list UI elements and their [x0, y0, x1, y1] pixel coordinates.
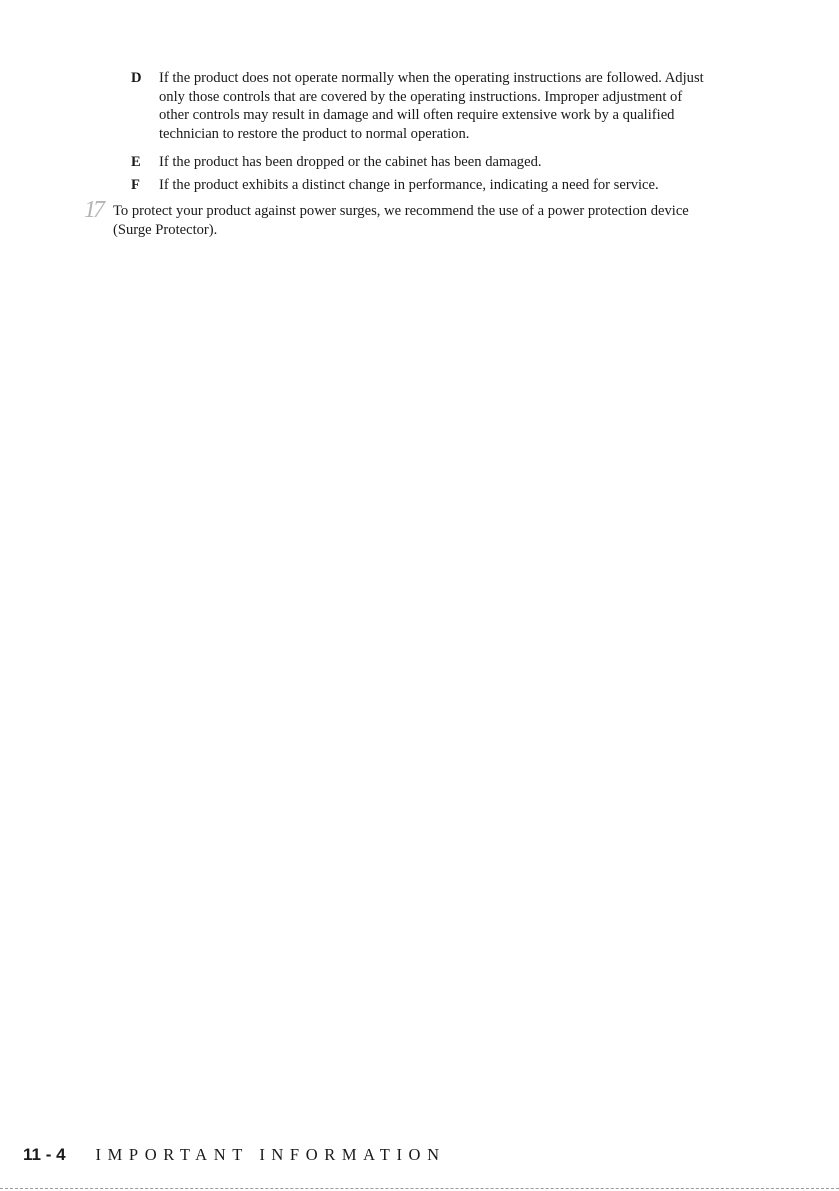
list-item-letter: D — [131, 70, 142, 86]
list-item-letter: F — [131, 177, 140, 193]
item-number: 17 — [84, 197, 102, 223]
section-title: IMPORTANT INFORMATION — [95, 1145, 446, 1164]
page-number: 11 - 4 — [23, 1145, 66, 1164]
list-item-text: If the product exhibits a distinct change in performance, indicating a need for service. — [159, 177, 659, 193]
page-footer — [23, 1145, 446, 1169]
page-bottom-divider — [0, 1188, 839, 1189]
numbered-item-text: To protect your product against power surges, we recommend the use of a power protection device (Surge Protector). — [113, 203, 689, 238]
list-item-text: If the product has been dropped or the cabinet has been damaged. — [159, 154, 542, 170]
list-item-text: If the product does not operate normally when the operating instructions are followed. Adjust only those controls that are covered by the operating instructions. Improper adjustment of other controls may result in damage and will often require extensive work by a qualified technician to restore the product to normal operation. — [159, 70, 704, 143]
list-item-letter: E — [131, 154, 141, 170]
